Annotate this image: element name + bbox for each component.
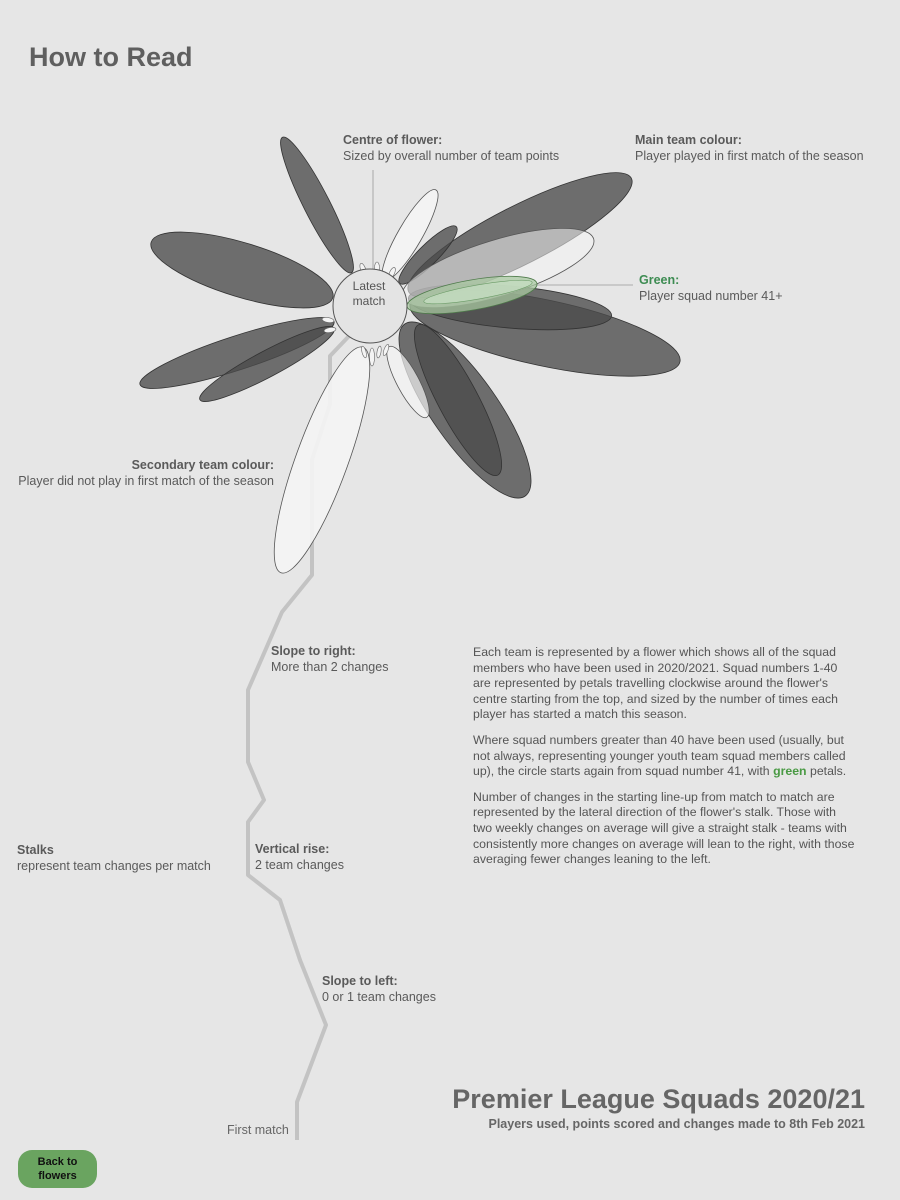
green-petal-heading: Green: xyxy=(639,273,680,287)
petal-main xyxy=(143,216,340,323)
main-team-colour-text: Player played in first match of the season xyxy=(635,149,864,163)
description xyxy=(473,645,858,878)
petal-small xyxy=(376,346,382,359)
flower-centre-label: Latest match xyxy=(352,279,386,308)
slope-left-text: 0 or 1 team changes xyxy=(322,990,436,1004)
description-paragraph-3: Number of changes in the starting line-up from match to match are represented by the lateral direction of the flower's stalk. Those with two weekly changes on average will give a straight stalk - teams with consistently more changes on average will lean to the right, with those averaging fewer changes leaning to the left. xyxy=(473,789,855,867)
description-paragraph-2 xyxy=(473,733,858,780)
green-petal-text: Player squad number 41+ xyxy=(639,289,783,303)
centre-of-flower-heading: Centre of flower: xyxy=(343,133,443,147)
footer-subtitle: Players used, points scored and changes made to 8th Feb 2021 xyxy=(488,1117,865,1131)
page-title: How to Read xyxy=(29,42,193,72)
description-paragraph-1: Each team is represented by a flower which shows all of the squad members who have been used in 2020/2021. Squad numbers 1-40 are represented by petals travelling clockwise around the flower's centre starting from the top, and sized by the number of times each player has started a match this season. xyxy=(473,645,838,722)
slope-right-heading: Slope to right: xyxy=(271,644,356,658)
vertical-rise-text: 2 team changes xyxy=(255,858,344,872)
secondary-team-colour-text: Player did not play in first match of the season xyxy=(18,474,274,488)
stalks-heading: Stalks xyxy=(17,843,54,857)
secondary-team-colour-label xyxy=(18,457,274,489)
description-p2-before: Where squad numbers greater than 40 have been used (usually, but not always, representing younger youth team squad members called up), the circle starts again from squad number 41, with xyxy=(473,732,846,779)
petal-small xyxy=(370,348,375,366)
petal-secondary xyxy=(257,338,388,581)
secondary-team-colour-heading: Secondary team colour: xyxy=(131,458,274,472)
main-team-colour-heading: Main team colour: xyxy=(635,133,742,147)
vertical-rise-label xyxy=(255,841,344,873)
back-to-flowers-button[interactable] xyxy=(18,1150,97,1188)
slope-right-text: More than 2 changes xyxy=(271,660,389,674)
description-green-word: green xyxy=(773,764,807,779)
green-petal-label xyxy=(639,272,783,304)
slope-right-label xyxy=(271,643,388,675)
slope-left-heading: Slope to left: xyxy=(322,974,398,988)
description-p2-after: petals. xyxy=(809,764,847,779)
vertical-rise-heading: Vertical rise: xyxy=(255,842,330,856)
centre-of-flower-text: Sized by overall number of team points xyxy=(343,149,560,163)
stalks-label xyxy=(17,842,211,874)
footer-title: Premier League Squads 2020/21 xyxy=(452,1084,865,1114)
slope-left-label xyxy=(322,973,436,1005)
stalks-text: represent team changes per match xyxy=(17,859,211,873)
centre-of-flower-label xyxy=(343,132,559,164)
main-team-colour-label xyxy=(635,132,864,164)
petals xyxy=(135,131,687,581)
first-match-label: First match xyxy=(227,1123,289,1137)
back-to-flowers-label: Back to flowers xyxy=(37,1156,78,1182)
